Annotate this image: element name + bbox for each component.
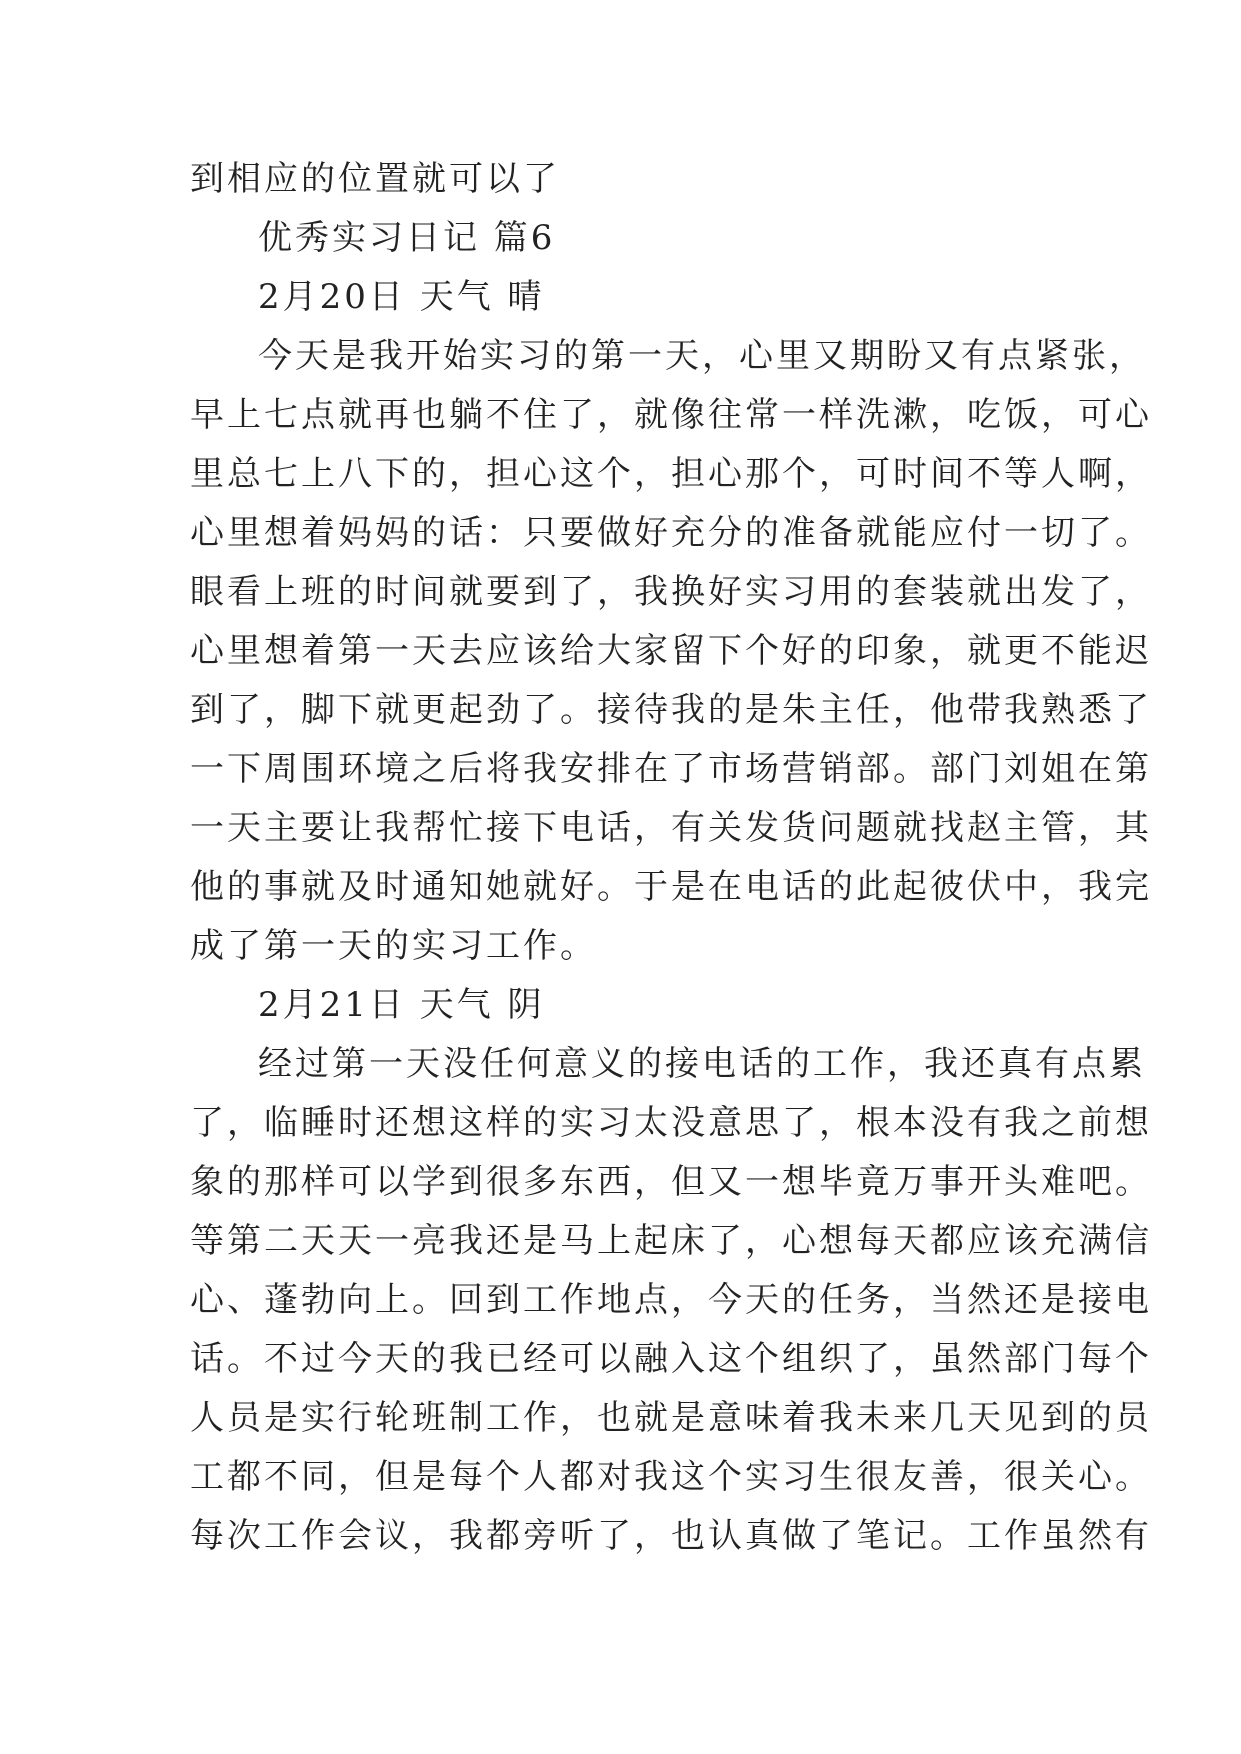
section-heading: 优秀实习日记 篇6 — [258, 218, 556, 258]
text-line: 今天是我开始实习的第一天，心里又期盼又有点紧张， — [258, 336, 1146, 376]
text-line: 到相应的位置就可以了 — [190, 159, 560, 199]
text-line: 早上七点就再也躺不住了，就像往常一样洗漱，吃饭，可心 — [190, 395, 1152, 435]
text-line: 眼看上班的时间就要到了，我换好实习用的套装就出发了， — [190, 572, 1152, 612]
text-line: 心、蓬勃向上。回到工作地点，今天的任务，当然还是接电 — [190, 1280, 1152, 1320]
text-line: 话。不过今天的我已经可以融入这个组织了，虽然部门每个 — [190, 1339, 1152, 1379]
text-line: 工都不同，但是每个人都对我这个实习生很友善，很关心。 — [190, 1457, 1152, 1497]
text-line: 里总七上八下的，担心这个，担心那个，可时间不等人啊， — [190, 454, 1152, 494]
text-line: 一天主要让我帮忙接下电话，有关发货问题就找赵主管，其 — [190, 808, 1152, 848]
diary-date-line: 2月21日 天气 阴 — [258, 985, 545, 1025]
document-body — [190, 150, 1152, 1566]
text-line: 一下周围环境之后将我安排在了市场营销部。部门刘姐在第 — [190, 749, 1152, 789]
text-line: 人员是实行轮班制工作，也就是意味着我未来几天见到的员 — [190, 1398, 1152, 1438]
diary-date-line: 2月20日 天气 晴 — [258, 277, 545, 317]
text-line: 经过第一天没任何意义的接电话的工作，我还真有点累 — [258, 1044, 1146, 1084]
text-line: 心里想着第一天去应该给大家留下个好的印象，就更不能迟 — [190, 631, 1152, 671]
text-line: 成了第一天的实习工作。 — [190, 926, 597, 966]
text-line: 心里想着妈妈的话：只要做好充分的准备就能应付一切了。 — [190, 513, 1152, 553]
text-line: 每次工作会议，我都旁听了，也认真做了笔记。工作虽然有 — [190, 1516, 1152, 1556]
text-line: 到了，脚下就更起劲了。接待我的是朱主任，他带我熟悉了 — [190, 690, 1152, 730]
text-line: 了，临睡时还想这样的实习太没意思了，根本没有我之前想 — [190, 1103, 1152, 1143]
text-line: 象的那样可以学到很多东西，但又一想毕竟万事开头难吧。 — [190, 1162, 1152, 1202]
text-line: 等第二天天一亮我还是马上起床了，心想每天都应该充满信 — [190, 1221, 1152, 1261]
text-line: 他的事就及时通知她就好。于是在电话的此起彼伏中，我完 — [190, 867, 1152, 907]
